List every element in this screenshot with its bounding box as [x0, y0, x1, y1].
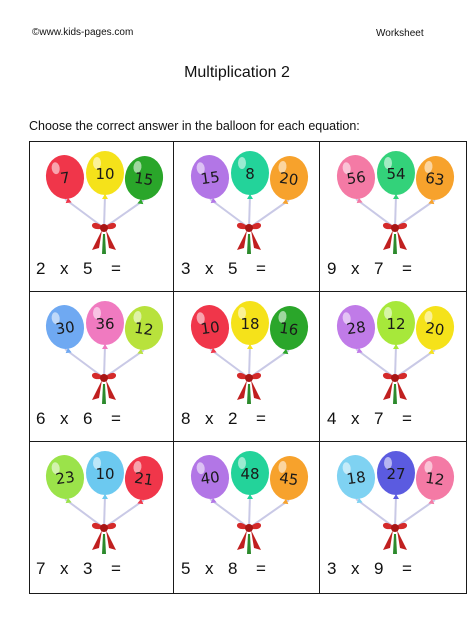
- answer-balloon[interactable]: [413, 304, 457, 357]
- problem-grid: [29, 141, 467, 594]
- balloon-answer: 10: [95, 165, 115, 183]
- balloon-bunch: [175, 292, 320, 407]
- page-title: Multiplication 2: [184, 64, 290, 81]
- ribbon-bow-icon: [92, 223, 116, 254]
- balloon-answer: 12: [386, 315, 406, 333]
- equation: [181, 409, 266, 429]
- answer-balloon[interactable]: [377, 151, 415, 199]
- balloon-string: [395, 195, 396, 228]
- operand-b: 7: [373, 409, 384, 428]
- operand-a: 7: [36, 559, 46, 578]
- equation: [327, 259, 412, 279]
- balloon-answer: 30: [54, 317, 76, 339]
- balloon-answer: 63: [424, 168, 446, 190]
- balloon-bunch: [321, 442, 466, 557]
- source-watermark: [32, 27, 133, 38]
- operand-a: 9: [327, 259, 337, 278]
- ribbon-bow-icon: [237, 373, 261, 404]
- problem-cell: [175, 142, 320, 293]
- balloon-bunch: [321, 142, 466, 257]
- answer-balloon[interactable]: [43, 153, 87, 206]
- equals-sign: =: [401, 259, 413, 278]
- problem-cell: [321, 142, 466, 293]
- balloon-answer: 8: [245, 165, 255, 183]
- operand-b: 9: [373, 559, 384, 578]
- balloon-answer: 45: [278, 468, 300, 490]
- equals-sign: =: [401, 409, 413, 428]
- balloon-answer: 54: [386, 165, 406, 183]
- operand-b: 2: [227, 409, 238, 428]
- balloon-string: [356, 199, 395, 228]
- balloon-string: [210, 199, 249, 228]
- answer-balloon[interactable]: [86, 301, 124, 349]
- answer-balloon[interactable]: [122, 304, 166, 357]
- equals-sign: =: [255, 409, 267, 428]
- ribbon-bow-icon: [92, 523, 116, 554]
- balloon-string: [104, 195, 105, 228]
- balloon-answer: 48: [240, 465, 260, 483]
- equation: [327, 409, 412, 429]
- source-url: www.kids-pages.com: [39, 27, 134, 38]
- balloon-bunch: [30, 142, 175, 257]
- balloon-string: [395, 345, 396, 378]
- answer-balloon[interactable]: [231, 151, 269, 199]
- equation: [181, 559, 266, 579]
- balloon-string: [249, 195, 250, 228]
- balloon-string: [210, 349, 249, 378]
- balloon-answer: 20: [424, 318, 446, 340]
- balloon-string: [356, 349, 395, 378]
- problem-cell: [175, 292, 320, 443]
- balloon-string: [249, 495, 250, 528]
- answer-balloon[interactable]: [86, 151, 124, 199]
- balloon-answer: 15: [133, 168, 155, 190]
- equation: [36, 259, 121, 279]
- ribbon-bow-icon: [237, 223, 261, 254]
- balloon-answer: 7: [59, 168, 72, 188]
- answer-balloon[interactable]: [231, 451, 269, 499]
- operand-a: 2: [36, 259, 46, 278]
- answer-balloon[interactable]: [413, 454, 457, 507]
- multiply-sign: x: [204, 559, 214, 578]
- balloon-string: [65, 199, 104, 228]
- answer-balloon[interactable]: [188, 453, 232, 506]
- balloon-string: [395, 495, 396, 528]
- operand-b: 3: [82, 559, 93, 578]
- answer-balloon[interactable]: [188, 303, 232, 356]
- balloon-bunch: [175, 142, 320, 257]
- equation: [36, 409, 121, 429]
- balloon-answer: 36: [95, 315, 115, 333]
- balloon-bunch: [30, 292, 175, 407]
- balloon-bunch: [321, 292, 466, 407]
- balloon-answer: 23: [54, 467, 76, 489]
- equals-sign: =: [255, 559, 267, 578]
- operand-b: 7: [373, 259, 384, 278]
- balloon-answer: 10: [95, 465, 115, 483]
- balloon-answer: 56: [345, 167, 367, 189]
- operand-b: 6: [82, 409, 93, 428]
- balloon-string: [65, 349, 104, 378]
- problem-cell: [321, 292, 466, 443]
- answer-balloon[interactable]: [377, 451, 415, 499]
- balloon-answer: 12: [424, 468, 446, 490]
- balloon-answer: 12: [133, 318, 155, 340]
- multiply-sign: x: [204, 409, 214, 428]
- operand-a: 3: [327, 559, 337, 578]
- answer-balloon[interactable]: [122, 454, 166, 507]
- equals-sign: =: [255, 259, 267, 278]
- balloon-answer: 15: [199, 167, 221, 189]
- ribbon-bow-icon: [383, 523, 407, 554]
- multiply-sign: x: [59, 259, 69, 278]
- operand-a: 5: [181, 559, 191, 578]
- equals-sign: =: [110, 409, 122, 428]
- answer-balloon[interactable]: [334, 303, 378, 356]
- balloon-bunch: [30, 442, 175, 557]
- problem-cell: [30, 442, 175, 593]
- multiply-sign: x: [350, 409, 360, 428]
- balloon-answer: 18: [345, 467, 367, 489]
- equals-sign: =: [110, 559, 122, 578]
- operand-a: 6: [36, 409, 46, 428]
- multiply-sign: x: [59, 409, 69, 428]
- operand-a: 8: [181, 409, 191, 428]
- equation: [327, 559, 412, 579]
- answer-balloon[interactable]: [267, 454, 311, 507]
- ribbon-bow-icon: [383, 373, 407, 404]
- operand-b: 5: [227, 259, 238, 278]
- worksheet-label: Worksheet: [376, 28, 424, 39]
- ribbon-bow-icon: [92, 373, 116, 404]
- balloon-answer: 27: [386, 465, 406, 483]
- balloon-answer: 21: [133, 468, 155, 490]
- multiply-sign: x: [59, 559, 69, 578]
- answer-balloon[interactable]: [334, 453, 378, 506]
- answer-balloon[interactable]: [188, 153, 232, 206]
- answer-balloon[interactable]: [43, 303, 87, 356]
- balloon-answer: 16: [278, 318, 300, 340]
- multiply-sign: x: [204, 259, 214, 278]
- balloon-bunch: [175, 442, 320, 557]
- copyright-symbol: ©: [32, 27, 40, 38]
- balloon-string: [210, 499, 249, 528]
- problem-cell: [30, 142, 175, 293]
- operand-b: 8: [227, 559, 238, 578]
- balloon-answer: 20: [278, 168, 300, 190]
- answer-balloon[interactable]: [122, 154, 166, 207]
- ribbon-bow-icon: [237, 523, 261, 554]
- answer-balloon[interactable]: [334, 153, 378, 206]
- balloon-string: [104, 345, 105, 378]
- equation: [181, 259, 266, 279]
- balloon-string: [104, 495, 105, 528]
- answer-balloon[interactable]: [231, 301, 269, 349]
- operand-a: 4: [327, 409, 337, 428]
- balloon-answer: 10: [199, 317, 221, 339]
- balloon-string: [249, 345, 250, 378]
- balloon-answer: 18: [240, 315, 260, 333]
- instructions: Choose the correct answer in the balloon for each equation:: [29, 119, 360, 133]
- ribbon-bow-icon: [383, 223, 407, 254]
- answer-balloon[interactable]: [377, 301, 415, 349]
- problem-cell: [175, 442, 320, 593]
- balloon-answer: 28: [345, 317, 367, 339]
- operand-a: 3: [181, 259, 191, 278]
- answer-balloon[interactable]: [267, 154, 311, 207]
- answer-balloon[interactable]: [267, 304, 311, 357]
- balloon-string: [356, 499, 395, 528]
- operand-b: 5: [82, 259, 93, 278]
- problem-cell: [30, 292, 175, 443]
- answer-balloon[interactable]: [43, 453, 87, 506]
- problem-cell: [321, 442, 466, 593]
- multiply-sign: x: [350, 259, 360, 278]
- equals-sign: =: [401, 559, 413, 578]
- equals-sign: =: [110, 259, 122, 278]
- equation: [36, 559, 121, 579]
- answer-balloon[interactable]: [86, 451, 124, 499]
- answer-balloon[interactable]: [413, 154, 457, 207]
- balloon-string: [65, 499, 104, 528]
- balloon-answer: 40: [199, 467, 221, 489]
- multiply-sign: x: [350, 559, 360, 578]
